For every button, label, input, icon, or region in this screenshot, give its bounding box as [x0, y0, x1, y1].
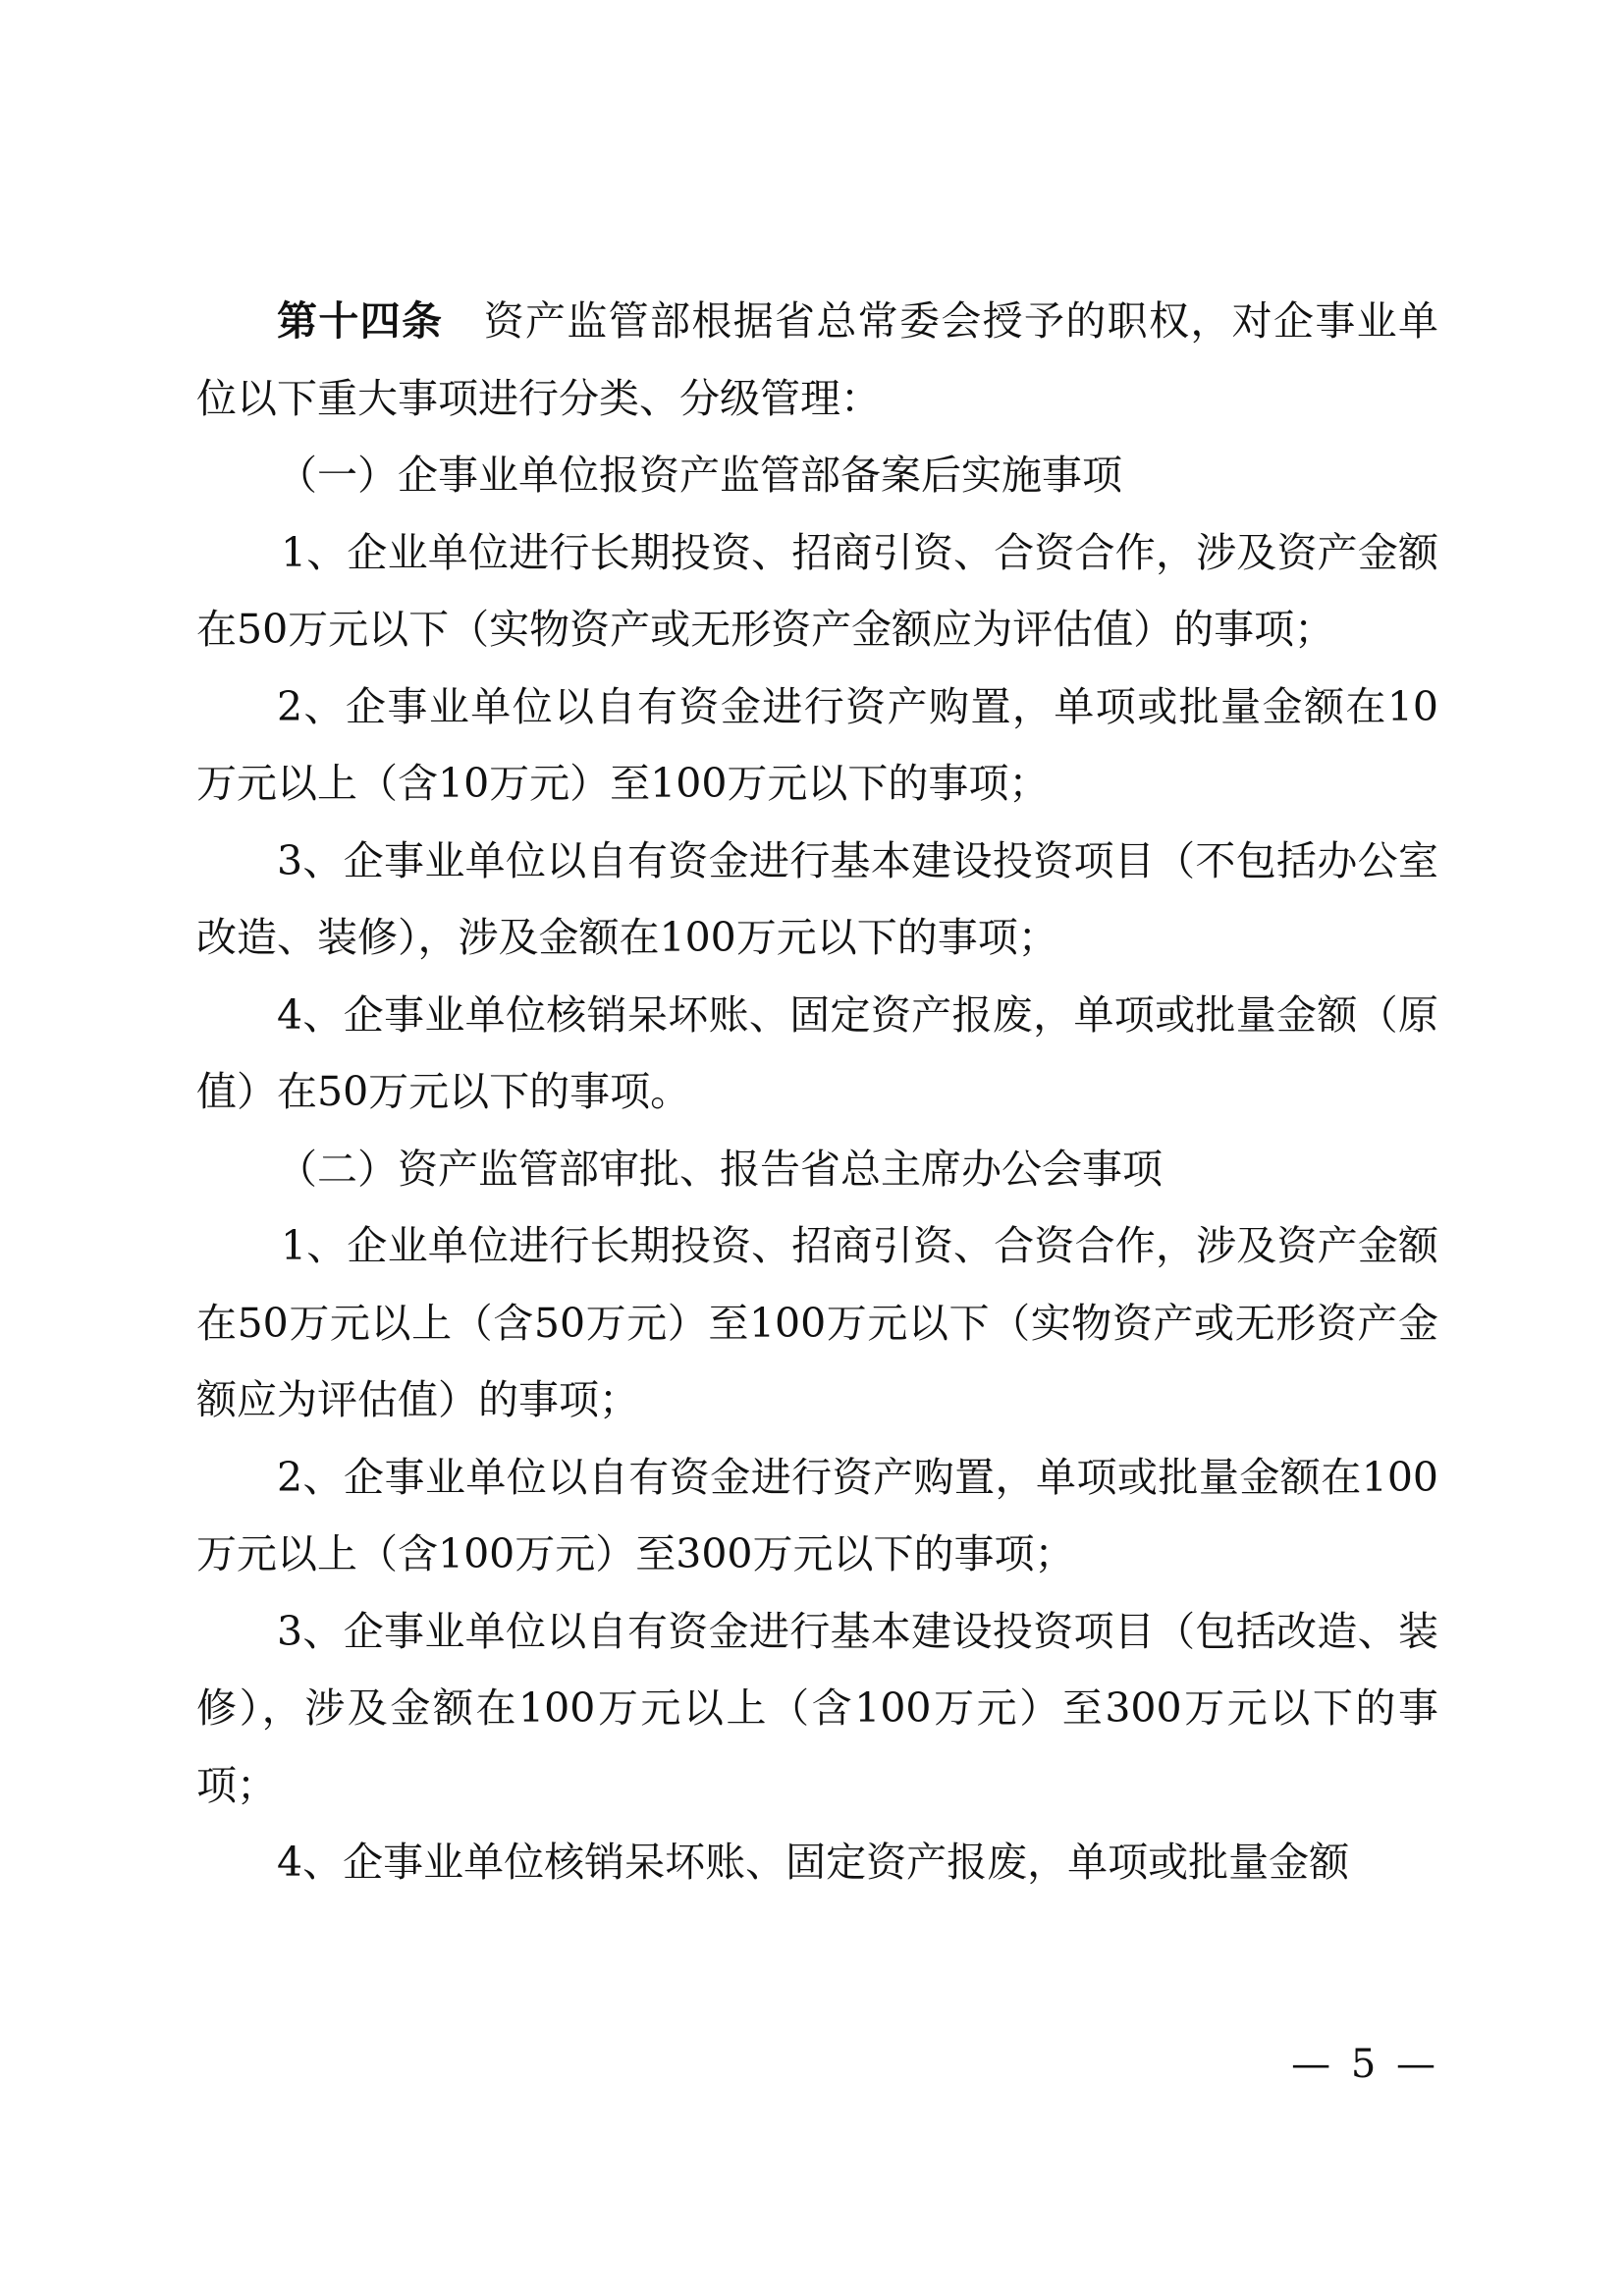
- document-body: [196, 283, 1438, 1901]
- section-2-item-4: 4、企事业单位核销呆坏账、固定资产报废，单项或批量金额: [277, 1839, 1350, 1886]
- section-2-item-3: 3、企事业单位以自有资金进行基本建设投资项目（包括改造、装修），涉及金额在100万元以上（含100万元）至300万元以下的事项；: [196, 1607, 1438, 1809]
- article-intro: 资产监管部根据省总常委会授予的职权，对企事业单位以下重大事项进行分类、分级管理：: [196, 297, 1439, 422]
- article-14-paragraph: [196, 283, 1438, 437]
- section-1-item-3: 3、企事业单位以自有资金进行基本建设投资项目（不包括办公室改造、装修），涉及金额在100万元以下的事项；: [196, 836, 1438, 961]
- section-2-item-2: 2、企事业单位以自有资金进行资产购置，单项或批量金额在100万元以上（含100万元）至300万元以下的事项；: [196, 1453, 1438, 1577]
- section-1-item-4: 4、企事业单位核销呆坏账、固定资产报废，单项或批量金额（原值）在50万元以下的事项。: [196, 990, 1438, 1115]
- section-2-item-1: 1、企业单位进行长期投资、招商引资、合资合作，涉及资产金额在50万元以上（含50万元）至100万元以下（实物资产或无形资产金额应为评估值）的事项；: [196, 1222, 1438, 1423]
- section-1-title: （一）企事业单位报资产监管部备案后实施事项: [277, 452, 1122, 499]
- section-1-item-2: 2、企事业单位以自有资金进行资产购置，单项或批量金额在10万元以上（含10万元）至100万元以下的事项；: [196, 682, 1438, 807]
- section-2-title: （二）资产监管部审批、报告省总主席办公会事项: [277, 1145, 1163, 1193]
- section-1-item-1: 1、企业单位进行长期投资、招商引资、合资合作，涉及资产金额在50万元以下（实物资产或无形资产金额应为评估值）的事项；: [196, 528, 1438, 653]
- page-number: — 5 —: [1291, 2042, 1439, 2087]
- article-number: 第十四条: [277, 297, 444, 345]
